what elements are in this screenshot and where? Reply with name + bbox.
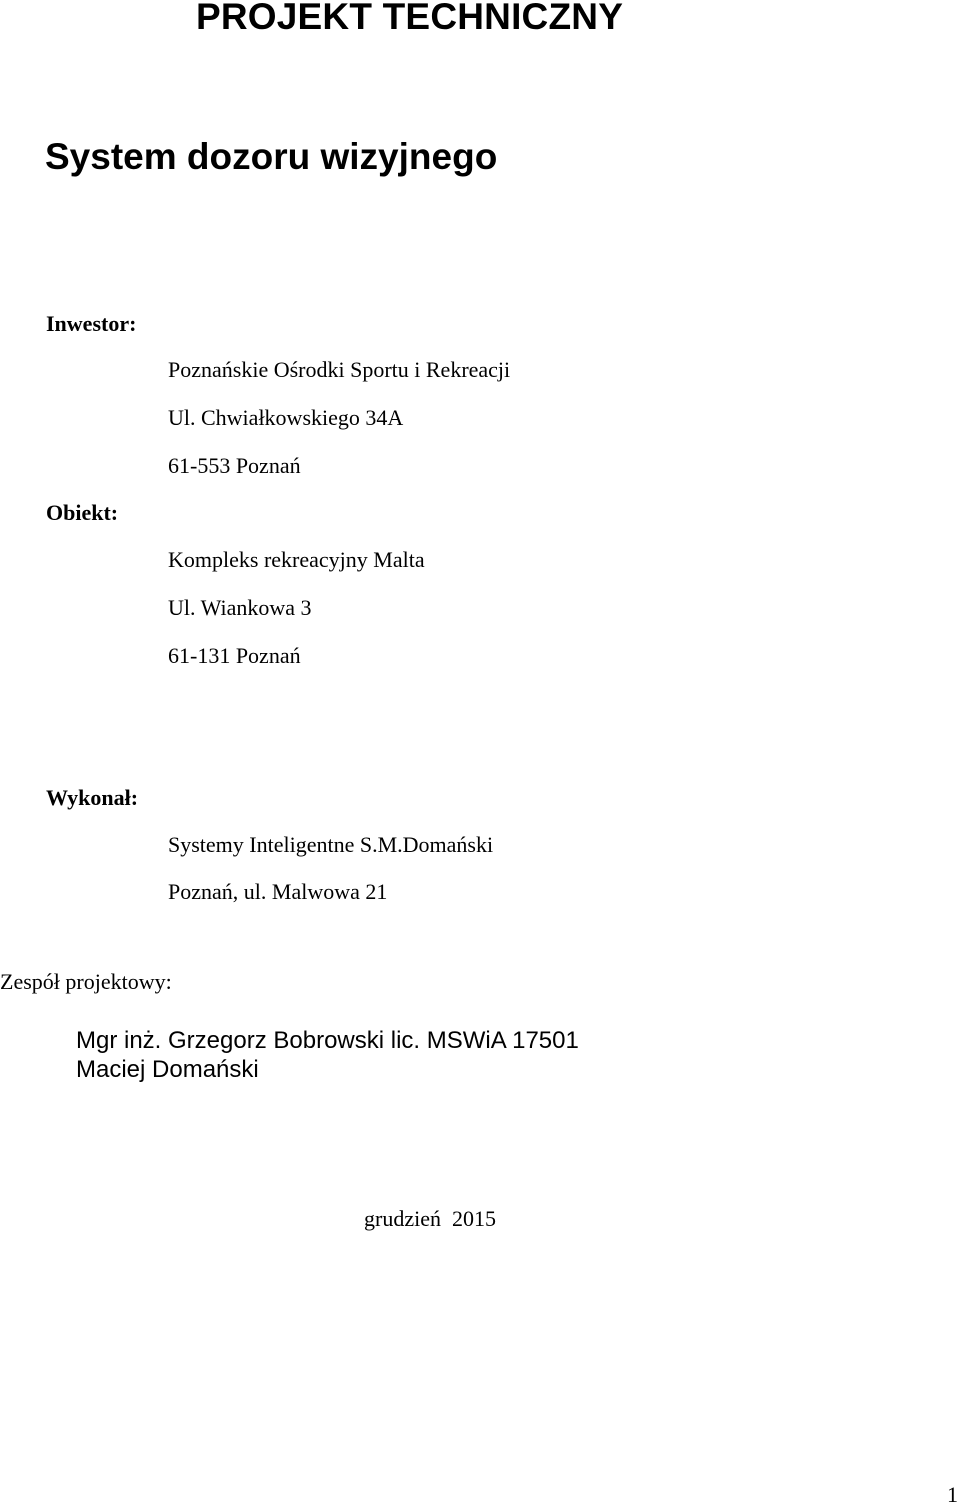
contractor-line-1: Systemy Inteligentne S.M.Domański [168,832,494,857]
object-line-3: 61-131 Poznań [168,643,301,668]
object-line-1: Kompleks rekreacyjny Malta [168,547,425,572]
team-line-1: Mgr inż. Grzegorz Bobrowski lic. MSWiA 17501 [76,1027,579,1054]
investor-line-1: Poznańskie Ośrodki Sportu i Rekreacji [168,357,511,382]
investor-label: Inwestor: [46,311,137,336]
team-label: Zespół projektowy: [0,969,172,994]
page-number: 1 [947,1482,958,1507]
object-label: Obiekt: [46,500,119,525]
document-title: PROJEKT TECHNICZNY [196,0,624,37]
contractor-label: Wykonał: [46,785,139,810]
contractor-line-2: Poznań, ul. Malwowa 21 [168,879,388,904]
investor-line-2: Ul. Chwiałkowskiego 34A [168,405,404,430]
document-subtitle: System dozoru wizyjnego [45,136,498,177]
team-line-2: Maciej Domański [76,1056,259,1083]
document-date: grudzień 2015 [364,1206,496,1231]
investor-line-3: 61-553 Poznań [168,453,301,478]
object-line-2: Ul. Wiankowa 3 [168,595,312,620]
